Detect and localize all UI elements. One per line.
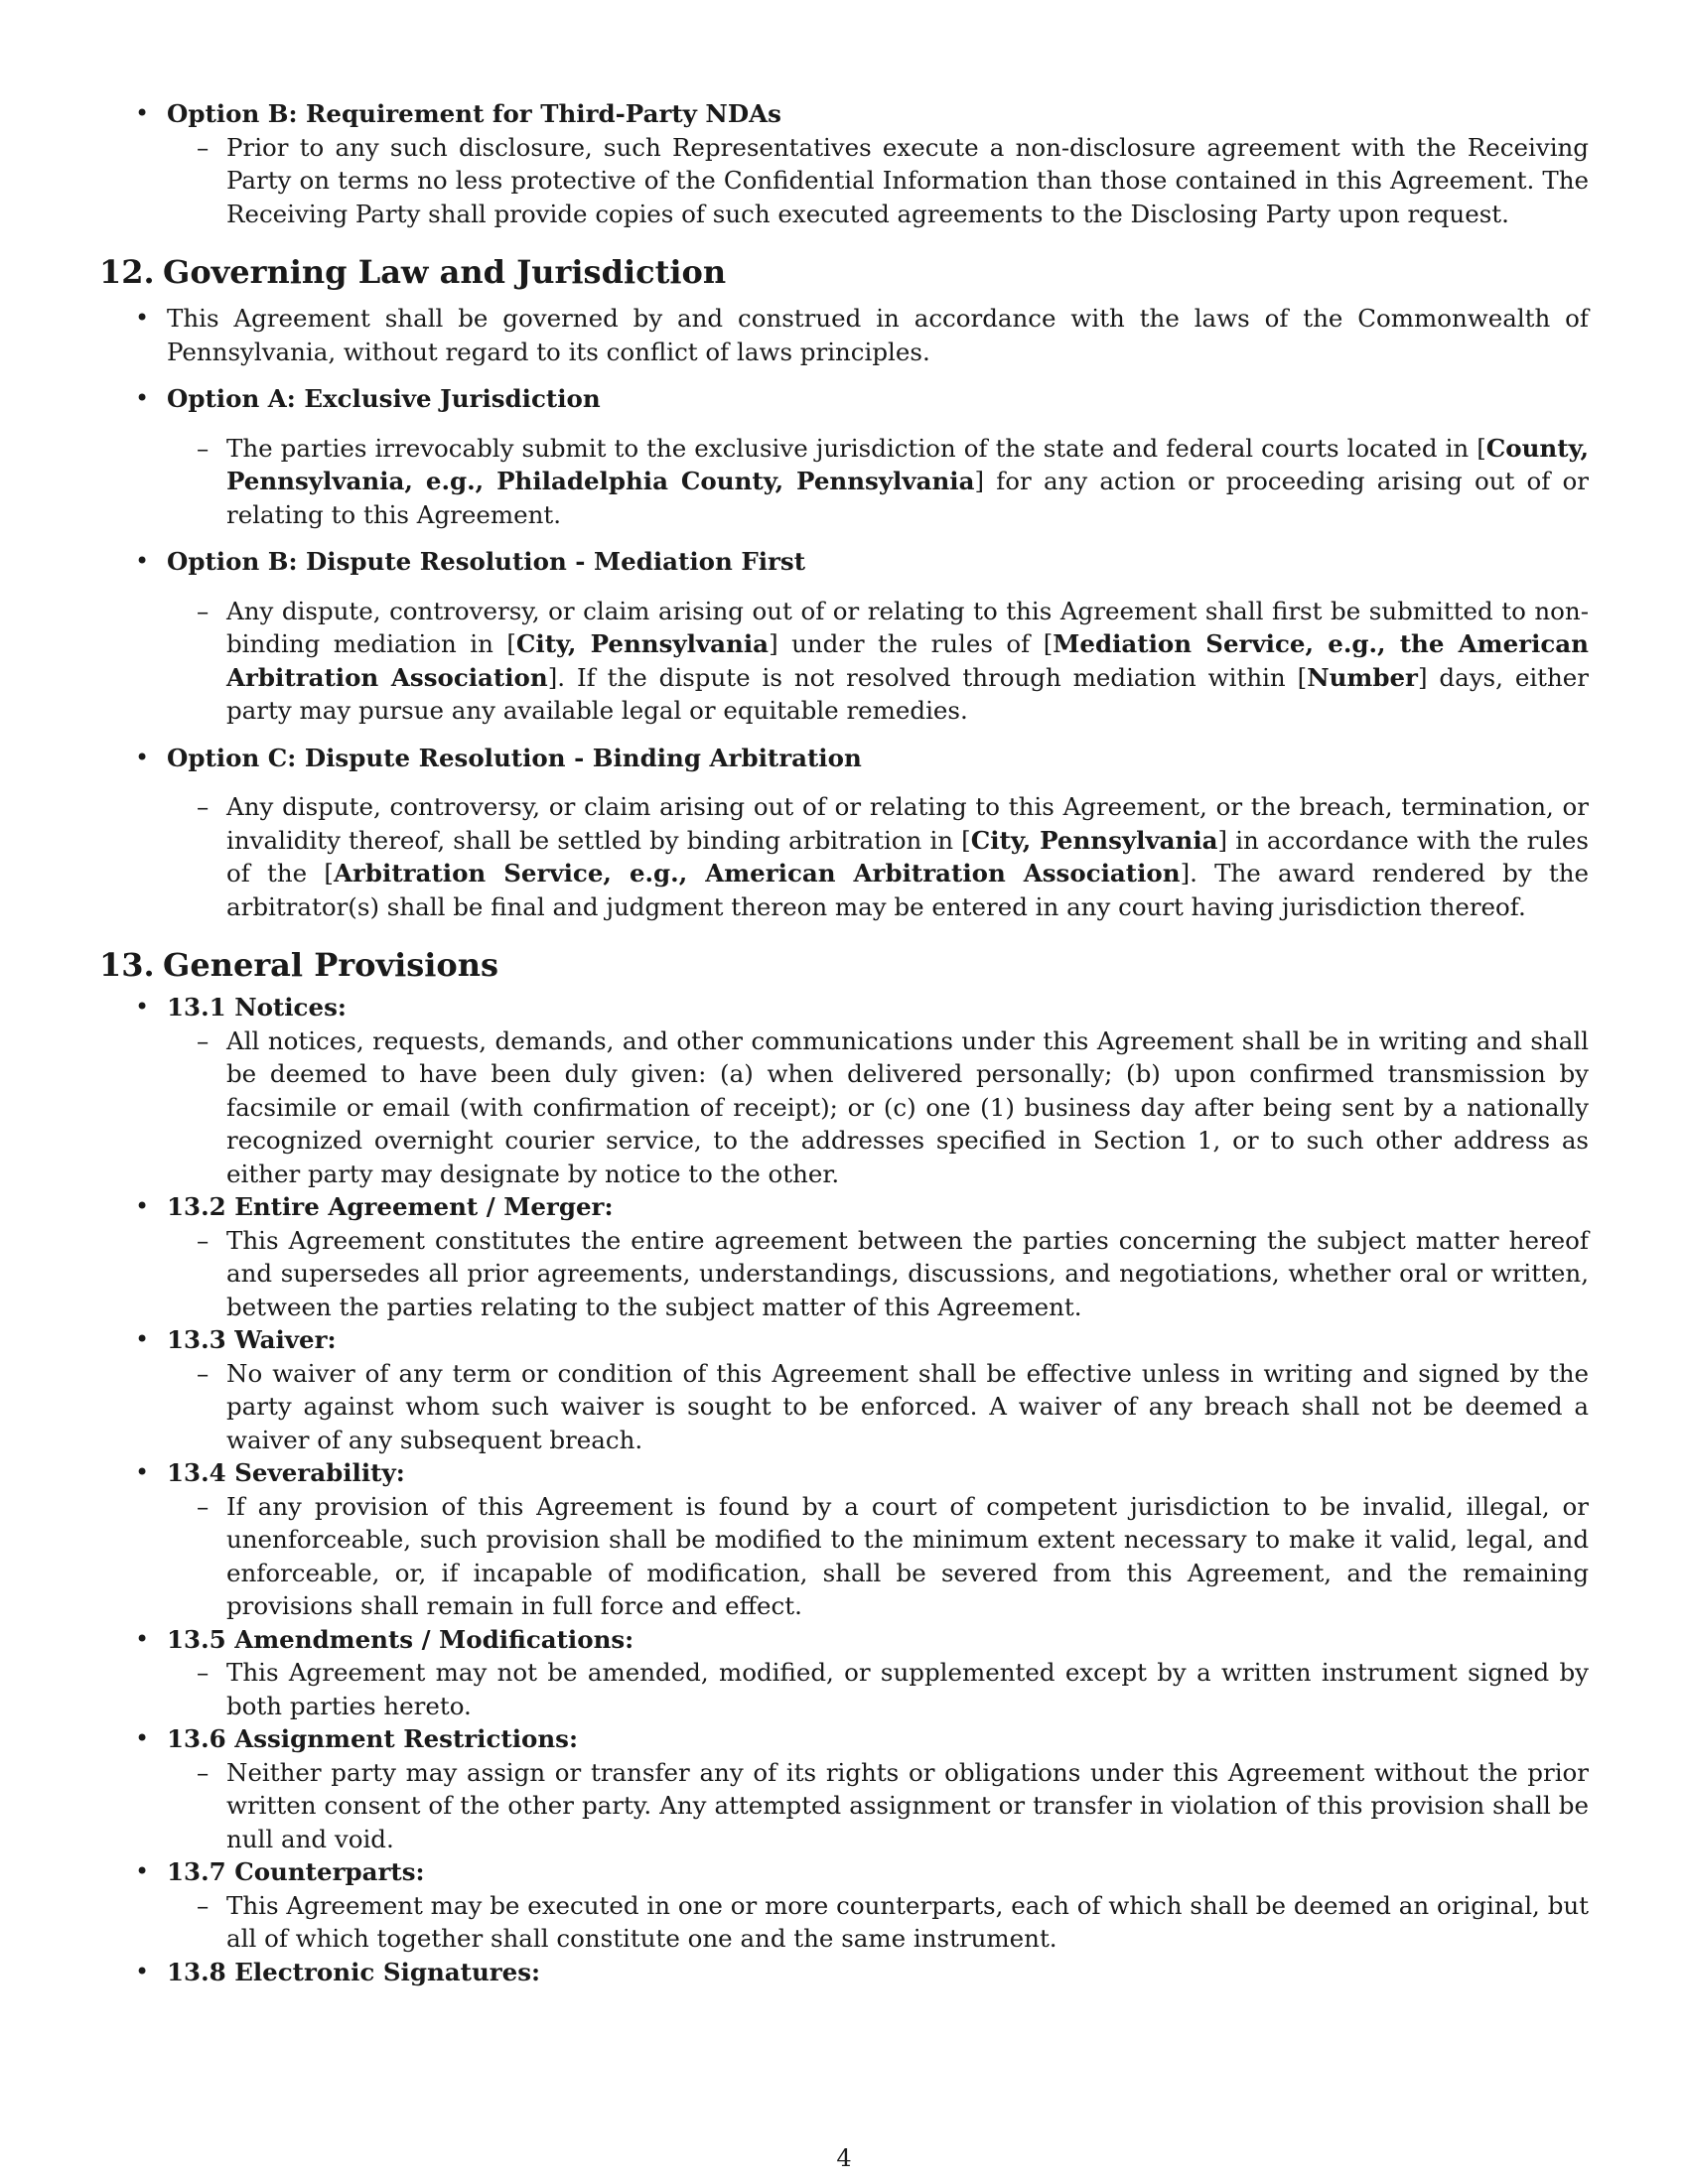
clause-text: Neither party may assign or transfer any of its rights or obligations under this Agreement without the prior written consent of the other party. Any attempted assignment or transfer in violation of this provision shall be null and void. [226, 1757, 1589, 1853]
bullet: • [135, 547, 150, 575]
list-item [99, 1956, 1589, 1989]
option-heading: Option B: Requirement for Third-Party NDAs [167, 99, 781, 128]
section-heading [99, 252, 1589, 292]
bullet: • [135, 1857, 150, 1885]
bullet: • [135, 1624, 150, 1653]
provision-heading: 13.6 Assignment Restrictions: [167, 1724, 579, 1753]
bullet: • [135, 1957, 150, 1985]
section-title: General Provisions [163, 946, 499, 984]
option-heading: Option A: Exclusive Jurisdiction [167, 384, 601, 413]
placeholder-text: Mediation Service, e.g., the American Arbitration Association [226, 629, 1589, 692]
placeholder-text: City, Pennsylvania [970, 825, 1218, 855]
sub-list-item [99, 1656, 1589, 1722]
clause-text: ]. The award rendered by the arbitrator(s) shall be final and judgment thereon may be entered in any court having jurisdiction thereof. [226, 859, 1590, 921]
clause-text: This Agreement may not be amended, modified, or supplemented except by a written instrument signed by both parties hereto. [226, 1658, 1589, 1720]
list-item [99, 1190, 1589, 1224]
sub-list-item [99, 1224, 1589, 1324]
sub-list-item [99, 1357, 1589, 1457]
list-item [99, 1323, 1589, 1357]
sub-list-item [99, 595, 1589, 728]
list-item [99, 1722, 1589, 1756]
clause-text: ]. If the dispute is not resolved through mediation within [ [547, 662, 1308, 692]
clause-text: Prior to any such disclosure, such Representatives execute a non-disclosure agreement with the Receiving Party on terms no less protective of the Confidential Information than those contained in this Agreement. The Receiving Party shall provide copies of such executed agreements to the Disclosing Party upon request. [226, 132, 1589, 228]
provision-heading: 13.2 Entire Agreement / Merger: [167, 1192, 614, 1221]
list-item [99, 1623, 1589, 1657]
dash: – [197, 1491, 210, 1521]
bullet: • [135, 1458, 150, 1486]
list-item [99, 1855, 1589, 1889]
clause-text: ] under the rules of [ [769, 629, 1054, 658]
bullet: • [135, 99, 150, 127]
provision-heading: 13.8 Electronic Signatures: [167, 1957, 541, 1986]
provision-heading: 13.3 Waiver: [167, 1325, 337, 1354]
list-item [99, 382, 1589, 416]
dash: – [197, 1658, 210, 1687]
clause-text: No waiver of any term or condition of this Agreement shall be effective unless in writing and signed by the party against whom such waiver is sought to be enforced. A waiver of any breach shall not be deemed a waiver of any subsequent breach. [226, 1358, 1589, 1454]
page-number: 4 [836, 2144, 852, 2172]
clause-text: ] for any action or proceeding arising out of or relating to this Agreement. [226, 467, 1590, 529]
bullet: • [135, 1724, 150, 1752]
clause-text: Any dispute, controversy, or claim arising out of or relating to this Agreement, or the breach, termination, or invalidity thereof, shall be settled by binding arbitration in [ [226, 792, 1589, 855]
list-item [99, 991, 1589, 1024]
section-number: 12. [99, 253, 155, 291]
list-item [99, 1456, 1589, 1490]
option-heading: Option C: Dispute Resolution - Binding Arbitration [167, 743, 862, 772]
bullet: • [135, 384, 150, 412]
document-page [99, 97, 1589, 1988]
bullet: • [135, 1192, 150, 1220]
list-item [99, 97, 1589, 131]
placeholder-text: County, Pennsylvania, e.g., Philadelphia County, Pennsylvania [226, 433, 1589, 495]
placeholder-text: Number [1307, 662, 1418, 692]
bullet: • [135, 304, 150, 332]
placeholder-text: Arbitration Service, e.g., American Arbitration Association [333, 859, 1181, 887]
section-title: Governing Law and Jurisdiction [163, 253, 727, 291]
sub-list-item [99, 1490, 1589, 1623]
clause-text: This Agreement may be executed in one or more counterparts, each of which shall be deemed an original, but all of which together shall constitute one and the same instrument. [226, 1890, 1589, 1953]
clause-text: All notices, requests, demands, and other communications under this Agreement shall be in writing and shall be deemed to have been duly given: (a) when delivered personally; (b) upon confirmed transmission by facsimile or email (with confirmation of receipt); or (c) one (1) business day after being sent by a nationally recognized overnight courier service, to the addresses specified in Section 1, or to such other address as either party may designate by notice to the other. [226, 1025, 1589, 1188]
list-item [99, 545, 1589, 579]
bullet: • [135, 1325, 150, 1353]
clause-text: The parties irrevocably submit to the exclusive jurisdiction of the state and federal courts located in [ [226, 433, 1486, 463]
clause-text: This Agreement constitutes the entire agreement between the parties concerning the subject matter hereof and supersedes all prior agreements, understandings, discussions, and negotiations, whether oral or written, between the parties relating to the subject matter of this Agreement. [226, 1225, 1589, 1321]
bullet: • [135, 743, 150, 771]
dash: – [197, 1890, 210, 1920]
dash: – [197, 1225, 210, 1255]
section-number: 13. [99, 946, 155, 984]
provision-heading: 13.5 Amendments / Modifications: [167, 1624, 634, 1654]
dash: – [197, 132, 210, 162]
sub-list-item [99, 432, 1589, 532]
dash: – [197, 792, 210, 821]
clause-text: Any dispute, controversy, or claim arising out of or relating to this Agreement shall first be submitted to non-binding mediation in [ [226, 596, 1589, 658]
section-heading [99, 945, 1589, 985]
dash: – [197, 433, 210, 463]
sub-list-item [99, 1889, 1589, 1956]
dash: – [197, 1757, 210, 1787]
sub-list-item [99, 1024, 1589, 1191]
provision-heading: 13.1 Notices: [167, 993, 347, 1022]
provision-heading: 13.4 Severability: [167, 1458, 405, 1487]
dash: – [197, 1358, 210, 1388]
option-heading: Option B: Dispute Resolution - Mediation First [167, 547, 806, 576]
placeholder-text: City, Pennsylvania [515, 629, 770, 658]
clause-text: This Agreement shall be governed by and construed in accordance with the laws of the Commonwealth of Pennsylvania, without regard to its conflict of laws principles. [167, 304, 1589, 366]
sub-list-item [99, 790, 1589, 923]
sub-list-item [99, 131, 1589, 231]
dash: – [197, 596, 210, 625]
sub-list-item [99, 1756, 1589, 1856]
clause-text: ] days, either party may pursue any available legal or equitable remedies. [226, 662, 1590, 725]
dash: – [197, 1025, 210, 1055]
bullet: • [135, 993, 150, 1021]
provision-heading: 13.7 Counterparts: [167, 1857, 425, 1886]
clause-text: If any provision of this Agreement is found by a court of competent jurisdiction to be invalid, illegal, or unenforceable, such provision shall be modified to the minimum extent necessary to make it valid, legal, and enforceable, or, if incapable of modification, shall be severed from this Agreement, and the remaining provisions shall remain in full force and effect. [226, 1491, 1589, 1620]
clause-text: ] in accordance with the rules of the [ [226, 825, 1589, 887]
list-item [99, 302, 1589, 368]
list-item [99, 742, 1589, 775]
